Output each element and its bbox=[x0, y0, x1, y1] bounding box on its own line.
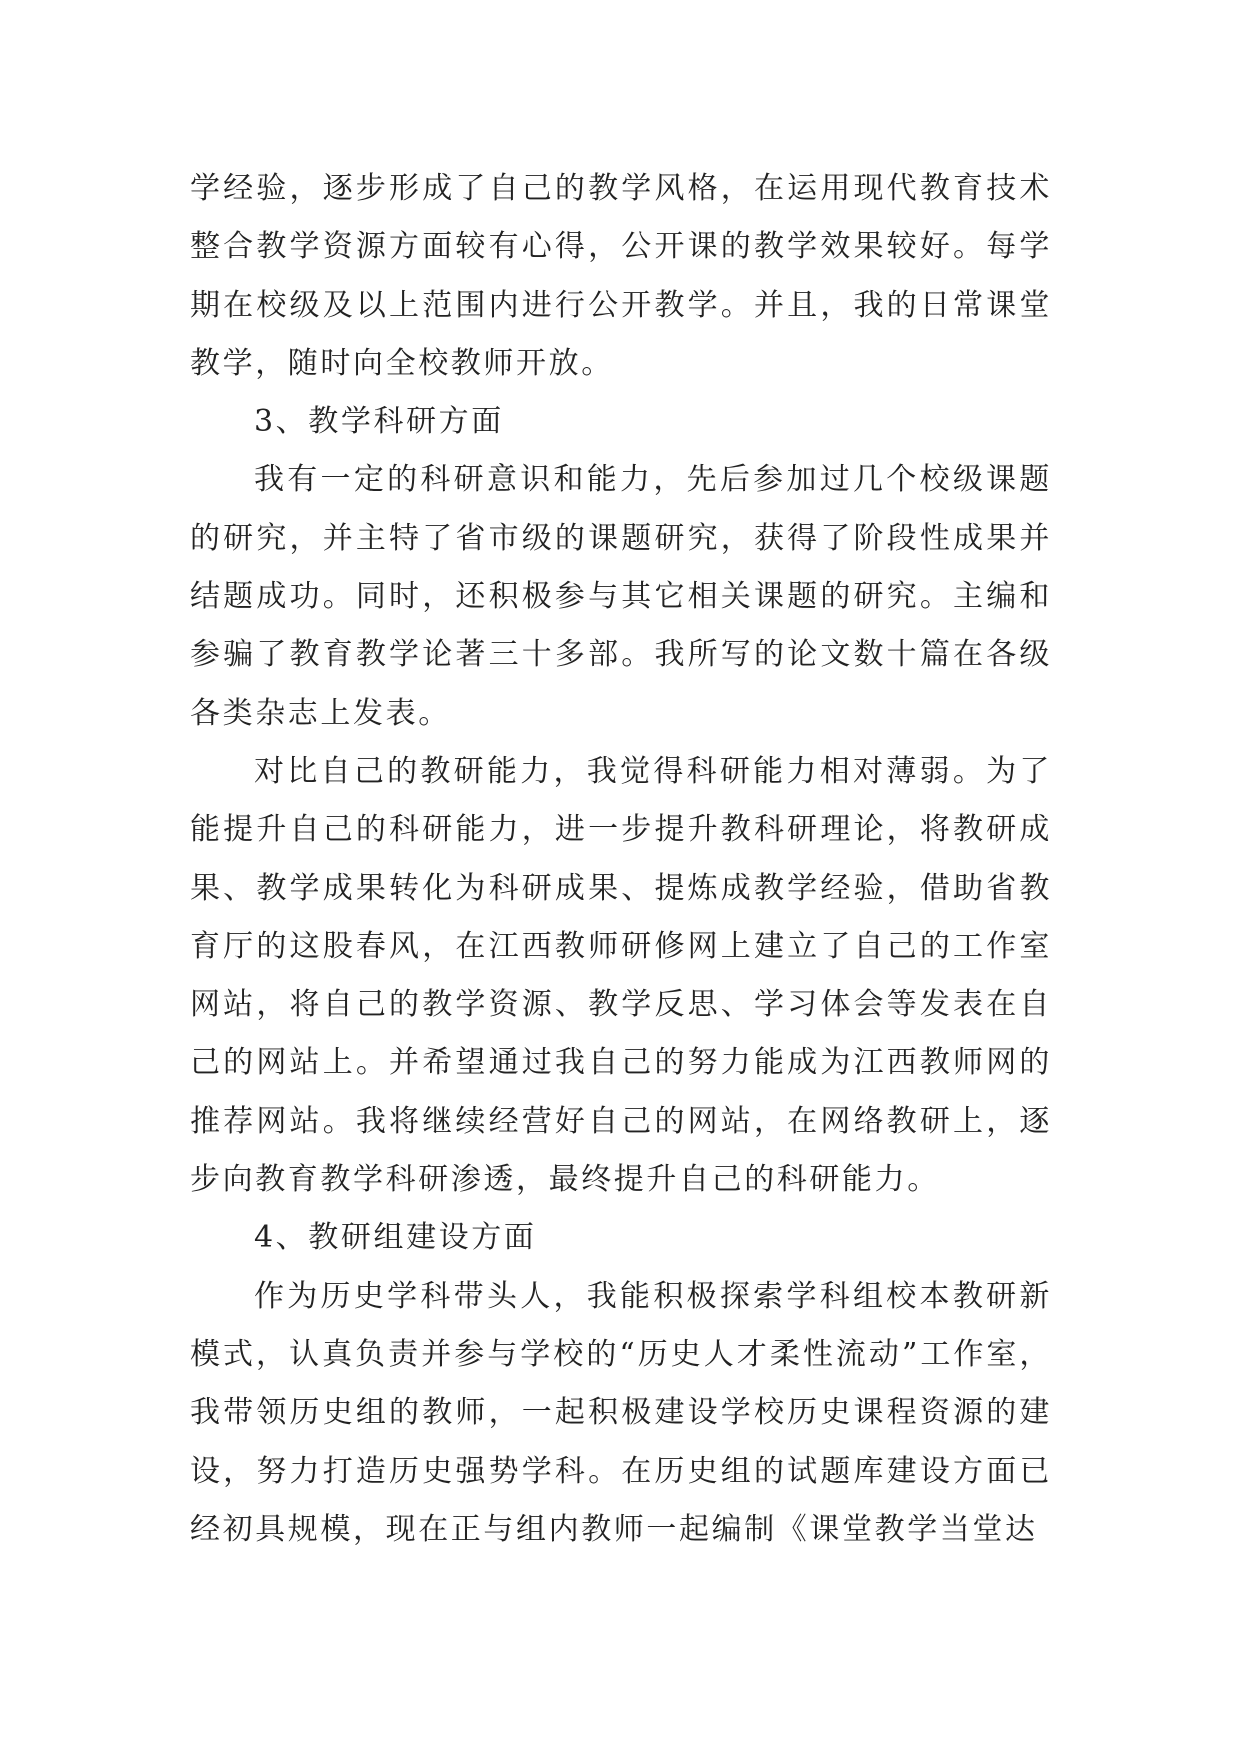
paragraph-research-ability: 我有一定的科研意识和能力，先后参加过几个校级课题的研究，并主特了省市级的课题研究，获得了阶段性成果并结题成功。同时，还积极参与其它相关课题的研究。主编和参骗了教育教学论著三十多部。我所写的论文数十篇在各级各类杂志上发表。 bbox=[190, 462, 1052, 731]
section-heading-3: 3、教学科研方面 bbox=[254, 404, 504, 440]
paragraph-continuation: 学经验，逐步形成了自己的教学风格，在运用现代教育技术整合教学资源方面较有心得，公开课的教学效果较好。每学期在校级及以上范围内进行公开教学。并且，我的日常课堂教学，随时向全校教师开放。 bbox=[190, 171, 1052, 381]
paragraph-group-building: 作为历史学科带头人，我能积极探索学科组校本教研新模式，认真负责并参与学校的“历史人才柔性流动”工作室，我带领历史组的教师，一起积极建设学校历史课程资源的建设，努力打造历史强势学科。在历史组的试题库建设方面已经初具规模，现在正与组内教师一起编制《课堂教学当堂达 bbox=[190, 1278, 1052, 1547]
section-heading-4: 4、教研组建设方面 bbox=[254, 1220, 537, 1256]
document-body bbox=[190, 160, 1052, 1559]
paragraph-research-improvement: 对比自己的教研能力，我觉得科研能力相对薄弱。为了能提升自己的科研能力，进一步提升教科研理论，将教研成果、教学成果转化为科研成果、提炼成教学经验，借助省教育厅的这股春风，在江西教师研修网上建立了自己的工作室网站，将自己的教学资源、教学反思、学习体会等发表在自己的网站上。并希望通过我自己的努力能成为江西教师网的推荐网站。我将继续经营好自己的网站，在网络教研上，逐步向教育教学科研渗透，最终提升自己的科研能力。 bbox=[190, 753, 1052, 1198]
